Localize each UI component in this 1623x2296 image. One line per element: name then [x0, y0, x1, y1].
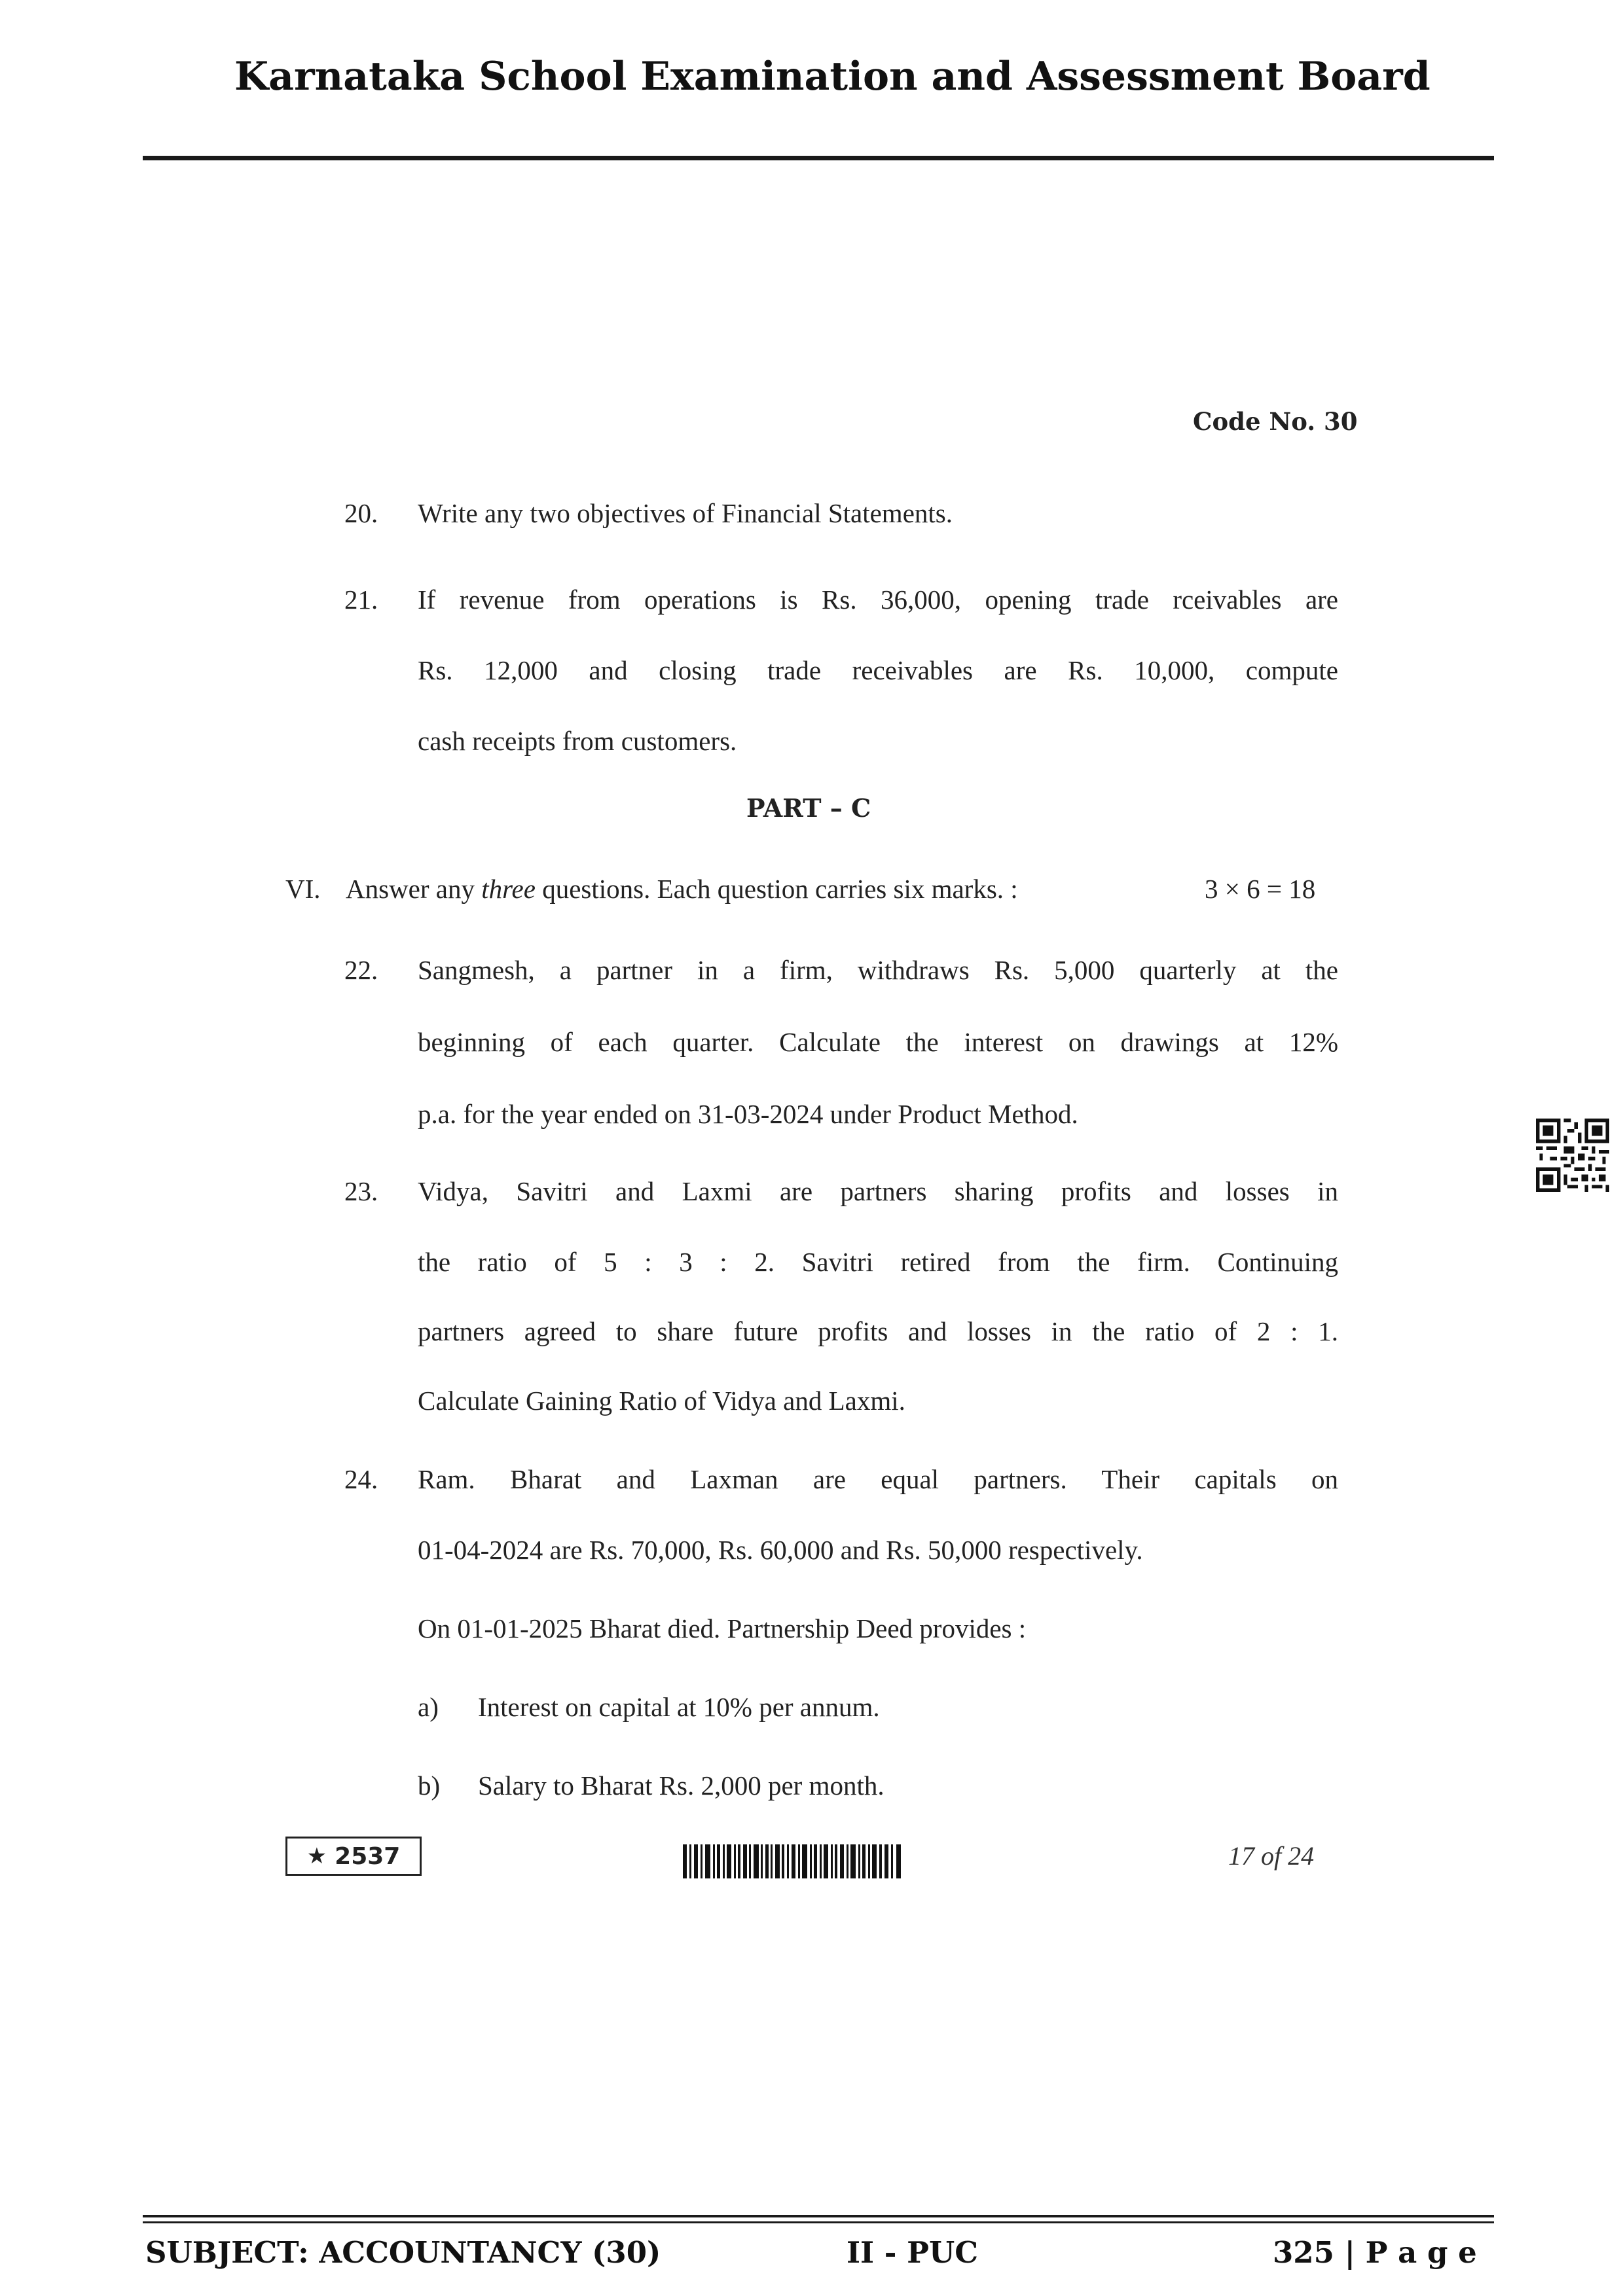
question-number: 20. — [344, 498, 378, 528]
section-number: VI. — [285, 874, 321, 904]
instruction-text: Answer any — [346, 874, 482, 904]
question-line: Ram. Bharat and Laxman are equal partners. Their capitals on — [418, 1464, 1338, 1494]
instruction-emphasis: three — [481, 874, 536, 904]
question-line: Sangmesh, a partner in a firm, withdraws Rs. 5,000 quarterly at the — [418, 955, 1338, 985]
question-line: If revenue from operations is Rs. 36,000, opening trade rceivables are — [418, 584, 1338, 615]
paper-code: 2537 — [335, 1842, 401, 1870]
footer-divider — [143, 2215, 1494, 2217]
sheet-page-number: 17 of 24 — [1228, 1841, 1315, 1871]
footer-page-number: 325 | P a g e — [1273, 2235, 1477, 2270]
section-instruction — [346, 873, 1018, 905]
footer-divider — [143, 2221, 1494, 2223]
question-line: Rs. 12,000 and closing trade receivables are Rs. 10,000, compute — [418, 655, 1338, 685]
page-title: Karnataka School Examination and Assessment Board — [234, 54, 1431, 99]
footer-subject: SUBJECT: ACCOUNTANCY (30) — [145, 2235, 661, 2270]
question-line: Calculate Gaining Ratio of Vidya and Laxmi. — [418, 1386, 905, 1416]
question-line: cash receipts from customers. — [418, 726, 737, 756]
footer-class: II - PUC — [847, 2235, 979, 2270]
question-number: 24. — [344, 1464, 378, 1494]
sub-item-text: Interest on capital at 10% per annum. — [478, 1692, 880, 1722]
sub-item-label: a) — [418, 1692, 439, 1722]
question-line: On 01-01-2025 Bharat died. Partnership Deed provides : — [418, 1613, 1027, 1643]
question-line: 01-04-2024 are Rs. 70,000, Rs. 60,000 and Rs. 50,000 respectively. — [418, 1535, 1143, 1565]
question-line: partners agreed to share future profits and losses in the ratio of 2 : 1. — [418, 1316, 1338, 1346]
qr-code-icon — [1536, 1119, 1609, 1192]
header-divider — [143, 156, 1494, 160]
question-line: Vidya, Savitri and Laxmi are partners sharing profits and losses in — [418, 1176, 1338, 1206]
instruction-text: questions. Each question carries six marks. : — [535, 874, 1018, 904]
part-heading: PART – C — [746, 793, 871, 823]
question-line: p.a. for the year ended on 31-03-2024 under Product Method. — [418, 1099, 1078, 1129]
question-number: 23. — [344, 1176, 378, 1206]
code-number: Code No. 30 — [1193, 407, 1358, 436]
question-line: the ratio of 5 : 3 : 2. Savitri retired from the firm. Continuing — [418, 1247, 1338, 1277]
barcode — [683, 1844, 903, 1878]
star-icon: ★ — [306, 1843, 327, 1869]
question-number: 22. — [344, 955, 378, 985]
question-line: Write any two objectives of Financial Statements. — [418, 498, 953, 528]
question-number: 21. — [344, 584, 378, 615]
section-marks: 3 × 6 = 18 — [1205, 874, 1316, 904]
sub-item-text: Salary to Bharat Rs. 2,000 per month. — [478, 1770, 884, 1801]
question-line: beginning of each quarter. Calculate the interest on drawings at 12% — [418, 1027, 1338, 1057]
sub-item-label: b) — [418, 1770, 441, 1801]
paper-code-box — [285, 1837, 422, 1876]
